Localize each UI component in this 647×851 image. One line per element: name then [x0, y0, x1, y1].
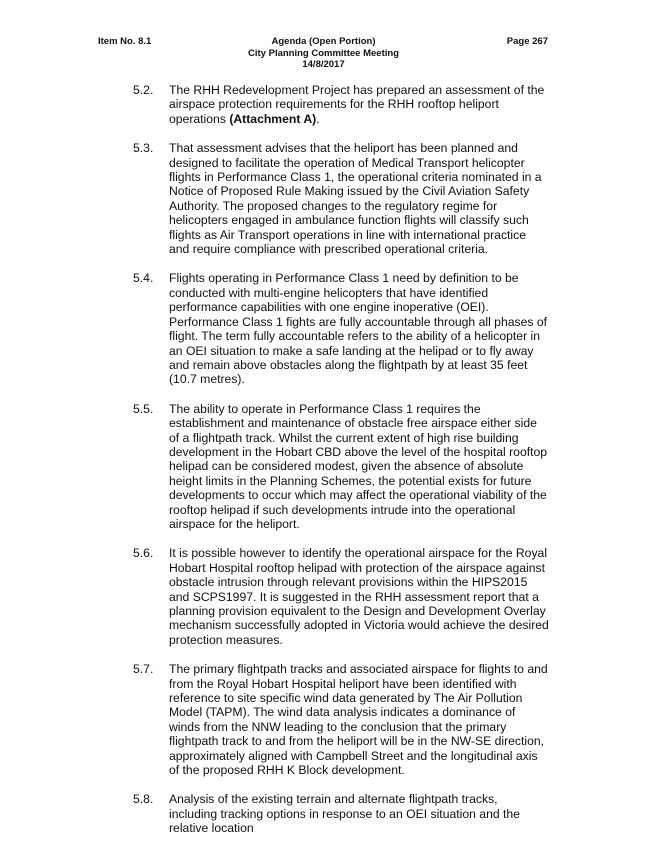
- attachment-reference: (Attachment A): [229, 111, 317, 126]
- paragraph-number: 5.7.: [133, 662, 154, 677]
- paragraph-5-3: [0, 141, 647, 256]
- paragraph-5-5: [0, 402, 647, 532]
- paragraph-5-6: [0, 546, 647, 647]
- paragraph-number: 5.2.: [133, 83, 154, 97]
- paragraph-5-4: [0, 271, 647, 386]
- paragraph-text: The primary flightpath tracks and associated airspace for flights to and from the Royal Hobart Hospital heliport have been identified with reference to site specific wind data generated by The Air Pollution Model (TAPM). The wind data analysis indicates a dominance of winds from the NNW leading to the conclusion that the primary flightpath track to and from the heliport will be in the NW-SE direction, approximately aligned with Campbell Street and the longitudinal axis of the proposed RHH K Block development.: [169, 662, 548, 778]
- paragraph-number: 5.5.: [133, 401, 154, 416]
- page-number: Page 267: [506, 36, 548, 47]
- paragraph-5-2: [0, 83, 647, 126]
- paragraph-5-8: [0, 792, 647, 835]
- paragraph-5-7: [0, 662, 647, 777]
- item-number: Item No. 8.1: [98, 36, 152, 47]
- meeting-title: City Planning Committee Meeting: [248, 47, 399, 59]
- paragraph-number: 5.3.: [133, 141, 154, 156]
- paragraph-number: 5.6.: [133, 546, 154, 561]
- paragraph-number: 5.8.: [133, 792, 154, 807]
- paragraph-text: The ability to operate in Performance Class 1 requires the establishment and maintenance of obstacle free airspace either side of a flightpath track. Whilst the current extent of high rise building development in the Hobart CBD above the level of the hospital rooftop helipad can be considered modest, given the absence of absolute height limits in the Planning Schemes, the potential exists for future developments to occur which may affect the operational viability of the rooftop helipad if such developments intrude into the operational airspace for the heliport.: [169, 401, 548, 531]
- meeting-date: 14/8/2017: [302, 59, 345, 70]
- paragraph-text: The RHH Redevelopment Project has prepared an assessment of the airspace protection requirements for the RHH rooftop heliport operations (Attachment A).: [169, 83, 545, 126]
- paragraph-text: That assessment advises that the heliport has been planned and designed to facilitate the operation of Medical Transport helicopter flights in Performance Class 1, the operational criteria nominated in a Notice of Proposed Rule Making issued by the Civil Aviation Safety Authority. The proposed changes to the regulatory regime for helicopters engaged in ambulance function flights will classify such flights as Air Transport operations in line with international practice and require compliance with prescribed operational criteria.: [169, 141, 542, 257]
- header-center: [0, 36, 647, 71]
- paragraph-text: It is possible however to identify the operational airspace for the Royal Hobart Hospital rooftop helipad with protection of the airspace against obstacle intrusion through relevant provisions within the HIPS2015 and SCPS1997. It is suggested in the RHH assessment report that a planning provision equivalent to the Design and Development Overlay mechanism successfully adopted in Victoria would achieve the desired protection measures.: [169, 546, 549, 647]
- document-body: [0, 83, 647, 851]
- paragraph-text: Analysis of the existing terrain and alternate flightpath tracks, including tracking options in response to an OEI situation and the relative location: [169, 792, 520, 836]
- agenda-title: Agenda (Open Portion): [271, 36, 376, 47]
- paragraph-number: 5.4.: [133, 271, 154, 286]
- paragraph-text: Flights operating in Performance Class 1 need by definition to be conducted with multi-engine helicopters that have identified performance capabilities with one engine inoperative (OEI). Performance Class 1 fights are fully accountable through all phases of flight. The term fully accountable refers to the ability of a helicopter in an OEI situation to make a safe landing at the helipad or to fly away and remain above obstacles along the flightpath by at least 35 feet (10.7 metres).: [169, 271, 548, 387]
